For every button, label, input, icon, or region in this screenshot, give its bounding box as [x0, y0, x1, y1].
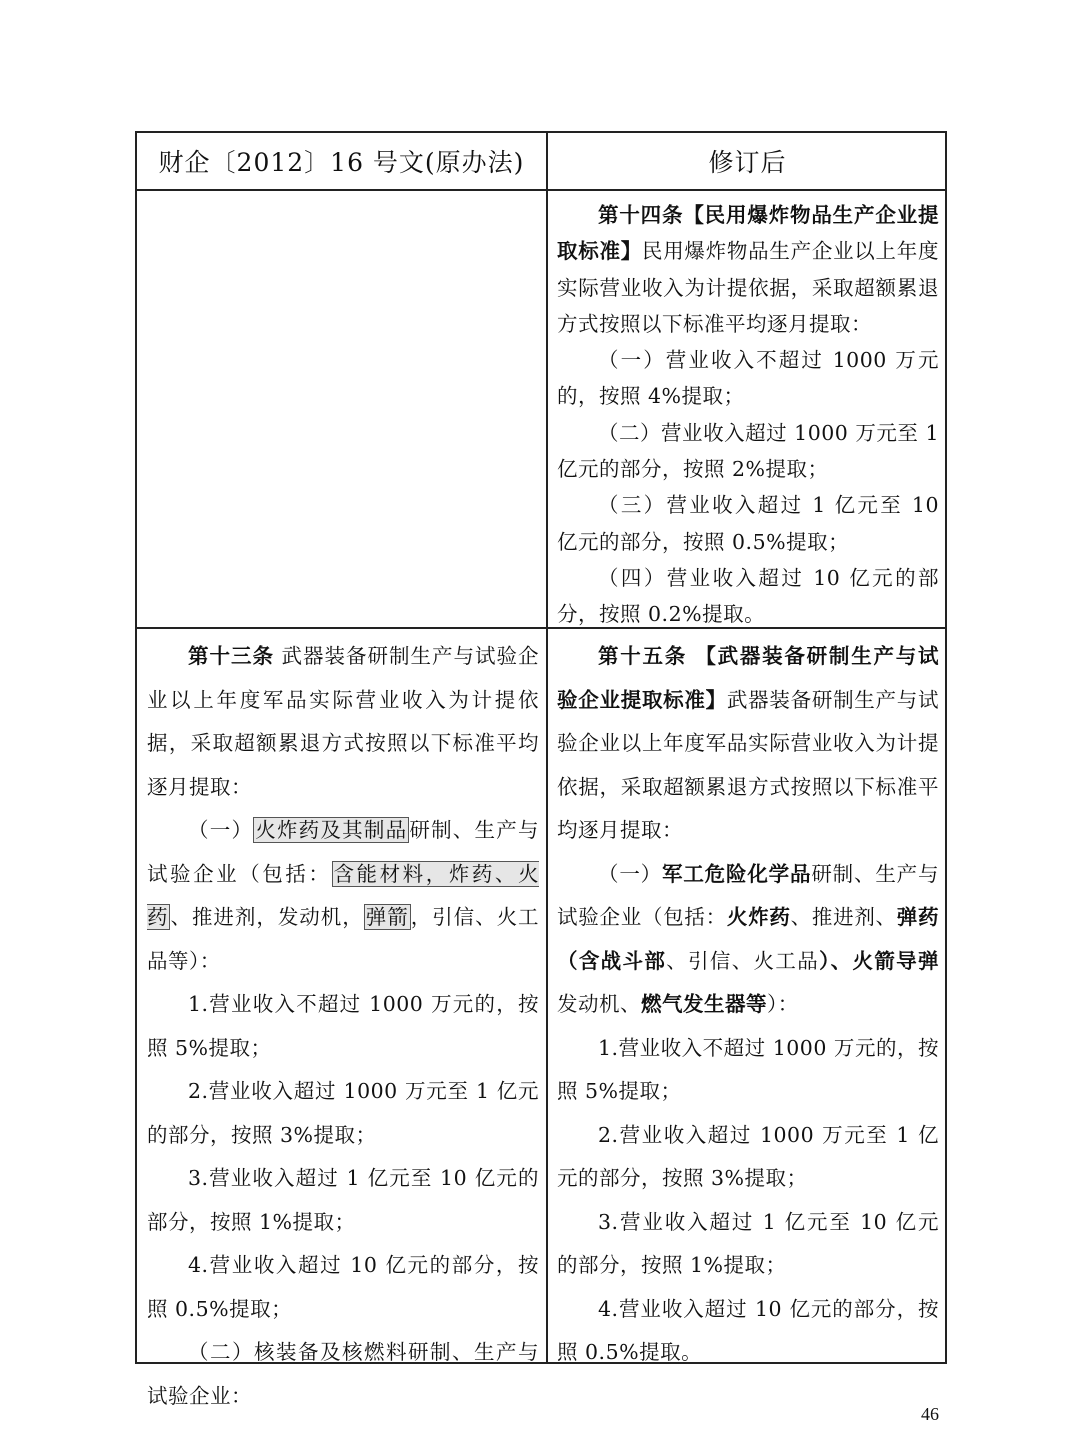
highlight-box-explosives: 火炸药及其制品	[255, 818, 408, 842]
article-14-text	[557, 197, 939, 342]
article-14-cell	[557, 197, 939, 633]
item-1-text-2: 、推进剂、	[790, 905, 897, 929]
article-15-text	[557, 635, 939, 853]
article-15-sub-4: 4.营业收入超过 10 亿元的部分，按照 0.5%提取。	[557, 1296, 939, 1364]
item-1-end: ，引信、火工品等）：	[147, 905, 540, 973]
article-13-cell	[147, 635, 539, 1418]
bold-military-chemicals: 军工危险化学品	[662, 861, 812, 886]
article-15-body: 武器装备研制生产与试验企业以上年度军品实际营业收入为计提依据，采取超额累退方式按照以下标准平均逐月提取：	[557, 687, 940, 842]
article-15-item-1	[557, 853, 939, 1027]
header-original: 财企〔2012〕16 号文(原办法)	[158, 148, 525, 177]
header-revised: 修订后	[708, 148, 787, 177]
item-1-text-4: 发动机、	[557, 992, 641, 1016]
article-13-title: 第十三条	[188, 644, 274, 668]
bold-ammunition: 弹药（含战斗部	[557, 905, 940, 973]
bold-missiles: ）、火箭导弹	[819, 948, 940, 973]
bold-explosives: 火炸药	[726, 905, 791, 929]
article-13-item-2: （二）核装备及核燃料研制、生产与试验企业：	[147, 1340, 539, 1408]
column-divider	[546, 133, 548, 1362]
highlight-box-rockets: 弹箭	[365, 905, 409, 929]
bold-gas-generators: 燃气发生器等	[641, 992, 767, 1016]
item-1-text: 研制、生产与试验企业（包括：	[147, 818, 540, 886]
page-number: 46	[921, 1404, 939, 1424]
article-14-item-3: （三）营业收入超过 1 亿元至 10 亿元的部分，按照 0.5%提取；	[557, 493, 939, 554]
item-1-prefix: （一）	[188, 818, 254, 842]
article-14-item-4: （四）营业收入超过 10 亿元的部分，按照 0.2%提取。	[557, 565, 939, 627]
item-1-text-5: ）：	[767, 992, 799, 1016]
article-14-body: 民用爆炸物品生产企业以上年度实际营业收入为计提依据，采取超额累退方式按照以下标准平均逐月提取：	[557, 239, 940, 336]
article-15-sub-2: 2.营业收入超过 1000 万元至 1 亿元的部分，按照 3%提取；	[557, 1122, 939, 1190]
header-divider	[137, 189, 945, 191]
article-14-item-2: （二）营业收入超过 1000 万元至 1 亿元的部分，按照 2%提取；	[557, 420, 939, 482]
article-13-sub-2: 2.营业收入超过 1000 万元至 1 亿元的部分，按照 3%提取；	[147, 1079, 539, 1147]
article-15-label: 第十五条	[598, 644, 688, 668]
highlight-box-energetic-materials: 含能材料，炸药、火药	[147, 861, 539, 929]
article-13-body: 武器装备研制生产与试验企业以上年度军品实际营业收入为计提依据，采取超额累退方式按照以下标准平均逐月提取：	[147, 644, 539, 799]
article-15-sub-1: 1.营业收入不超过 1000 万元的，按照 5%提取；	[557, 1035, 939, 1103]
article-13-sub-1: 1.营业收入不超过 1000 万元的，按照 5%提取；	[147, 992, 539, 1060]
item-1-text-2: 、推进剂，发动机，	[170, 905, 364, 929]
item-1-text-1: 研制、生产与试验企业（包括：	[557, 861, 940, 929]
item-1-text-3: 、引信、火工品	[666, 948, 820, 973]
item-1-prefix: （一）	[598, 861, 662, 886]
article-13-sub-4: 4.营业收入超过 10 亿元的部分，按照 0.5%提取；	[147, 1253, 539, 1321]
article-14-title: 第十四条【民用爆炸物品生产企业提取标准】	[557, 203, 939, 264]
article-15-title: 【武器装备研制生产与试验企业提取标准】	[557, 644, 939, 712]
article-13-text	[147, 635, 539, 809]
article-13-sub-3: 3.营业收入超过 1 亿元至 10 亿元的部分，按照 1%提取；	[147, 1166, 539, 1234]
comparison-table	[135, 131, 947, 1408]
article-15-sub-3: 3.营业收入超过 1 亿元至 10 亿元的部分，按照 1%提取；	[557, 1209, 939, 1277]
article-14-item-1: （一）营业收入不超过 1000 万元的，按照 4%提取；	[557, 348, 939, 409]
article-13-item-1	[147, 809, 539, 983]
article-15-cell	[557, 635, 939, 1375]
